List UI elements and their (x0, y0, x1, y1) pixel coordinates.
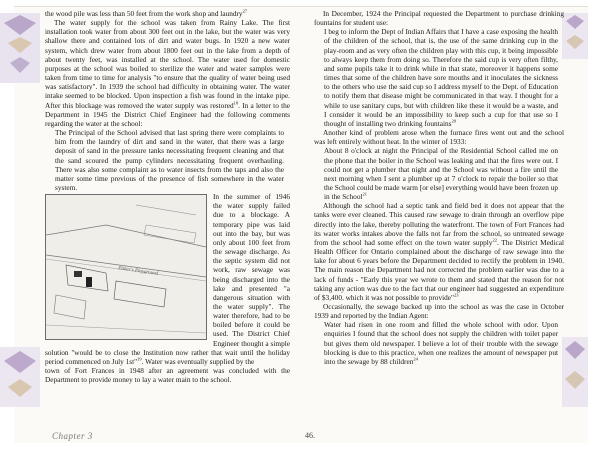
block-quote-agent (324, 320, 558, 366)
footnote-ref: 20 (451, 118, 456, 124)
block-quote-boiler (324, 146, 558, 201)
paragraph-1948: town of Fort Frances in 1948 after an agreement was concluded with the Department to provide money to lay a water main to the school. (45, 366, 290, 385)
text-septic-end: . The District Medical Health Officer for Ontario complained about the discharge of raw sewage into the lake for about 6 years before the Department decided to rectify the problem in 1940. The main reason the Department had not corrected the problem earlier was due to a lack of funds - "Early this year we wrote to them and stated that the reason for not taking any action was due to the fact that our engineer had suggested an expenditure of $3,400. which it was not possible to provide" (314, 237, 564, 302)
text-water-supply-end: . In a letter to the Department in 1945 the District Chief Engineer had the following comments regarding the water at the school: (45, 100, 290, 128)
text-quote-agent: Water had risen in one room and filled the whole school with odor. Upon enquiries I found that the school does not supply the children with toilet paper but gives them old newspaper. I believe a lot of their trouble with the sewage blocking is due to this practice, when one realizes the amount of newspaper put into the sewage by 88 children (324, 320, 558, 366)
right-text-column (314, 9, 564, 429)
footnote-ref: 23 (453, 292, 459, 298)
footnote-ref: 19 (137, 356, 142, 362)
text-quote-fountains: I beg to inform the Dept of Indian Affairs that I have a case exposing the health of the children of the school, that is, the use of the same drinking cup in the play-room and as very often the children play with this cup, it being impossible to always keep them from doing so. Therefore the said cup is very often filthy, and some pupils take it to drink while in that state, moreover it happens some times that some of the children have sore mouths and it inoculates the sickness to the others who use the said cup so I address myself to the Dept. of Education to notify them that disease might be communicated in that way. I thought for a while to use sanitary cups, but with children like these it would be a waste, and I consider it would be an impossibility to keep such a cup for that use so I thought of installing two drinking fountains (324, 27, 558, 128)
decorative-motif-top-left (0, 13, 40, 83)
paragraph-1924: In December, 1924 the Principal requested the Department to purchase drinking fountains for student use: (314, 9, 564, 28)
footnote-ref: 21 (362, 191, 368, 197)
text-septic: Although the school had a septic tank and field bed it does not appear that the tanks were ever cleaned. This caused raw sewage to drain through an overflow pipe directly into the lake, thereby polluting the waterfront. The town of Fort Frances had its water works intakes above the falls not far from the school, so untreated sewage from the school had some effect on the town water supply (314, 201, 564, 247)
footnote-ref: 27 (242, 9, 248, 14)
decorative-motif-top-right (562, 13, 588, 59)
left-text-column (45, 9, 290, 429)
paragraph-water-supply (45, 18, 290, 128)
paragraph-backup: Occasionally, the sewage backed up into the school as was the case in October 1939 and reported by the Indian Agent: (314, 302, 564, 321)
text-water-supply: The water supply for the school was taken from Rainy Lake. The first installation took water from about 300 feet out in the lake, but the water was very shallow there and contained lots of dirt and water bugs. In 1920 a new water system, which drew water from about 1800 feet out in the lake from a depth of about twenty feet, was installed at the school. The water used for domestic purposes at the school was boiled to sterilize the water and water samples were taken from time to time for analysis "to ensure that the quality of water being used was satisfactory". In 1939 the school had difficulty in obtaining water. The water intake seemed to be blocked. Upon inspection a fish was found in the intake pipe. After this blockage was removed the water supply was restored (45, 18, 290, 110)
text-1946-mid: . Water was eventually supplied by the (141, 356, 255, 366)
block-quote-fountains (324, 27, 558, 128)
footnote-ref: 18 (233, 100, 239, 106)
chapter-footer: Chapter 3 (52, 431, 93, 441)
map-label-playground: Pither's Playground (117, 266, 159, 277)
text-woodpile: the wood pile was less than 50 feet from the work shop and laundry (45, 9, 243, 18)
site-map-figure (45, 194, 207, 340)
figure-wrap (45, 192, 290, 384)
footnote-ref: 24 (413, 356, 418, 362)
paragraph-woodpile (45, 9, 290, 18)
document-page (14, 6, 588, 443)
paragraph-furnace: Another kind of problem arose when the furnace fires went out and the school was left entirely without heat. In the winter of 1933: (314, 128, 564, 147)
text-1946: In the summer of 1946 the water supply failed due to a blockage. A temporary pipe was laid out into the bay, but was only about 100 feet from the sewage discharge. As the septic system did not work, raw sewage was being discharged into the lake and presented "a dangerous situation with the water supply". The water therefore, had to be boiled before it could be used. The District Chief Engineer thought a simple solution "would be to close the Institution now rather that wait until the holiday period commenced on July 1st" (45, 192, 290, 366)
block-quote-engineer: The Principal of the School advised that last spring there were complaints to him from the laundry of dirt and sand in the water, that there was a large deposit of sand in the pressure tanks necessitating frequent cleaning and that the sand scoured the pump cylinders necessitating frequent overhauling. There was also some complaint as to water insects from the taps and also the matter some time previous of the presence of fish somewhere in the water system. (55, 128, 284, 192)
page-number: 46. (305, 431, 315, 440)
footnote-ref: 22 (492, 237, 497, 243)
decorative-motif-bottom-right (562, 337, 588, 407)
decorative-motif-bottom-left (0, 347, 40, 407)
text-quote-boiler: About 8 o'clock at night the Principal of the Residential School called me on the phone that the boiler in the School was leaking and that the fires were out. I could not get a plumber that night and the School was without a fire until the next morning when I sent a plumber up at 7 o'clock to repair the boiler so that the School could be made warm [or else] everything would have been frozen up in the School (324, 146, 558, 202)
paragraph-septic (314, 201, 564, 302)
